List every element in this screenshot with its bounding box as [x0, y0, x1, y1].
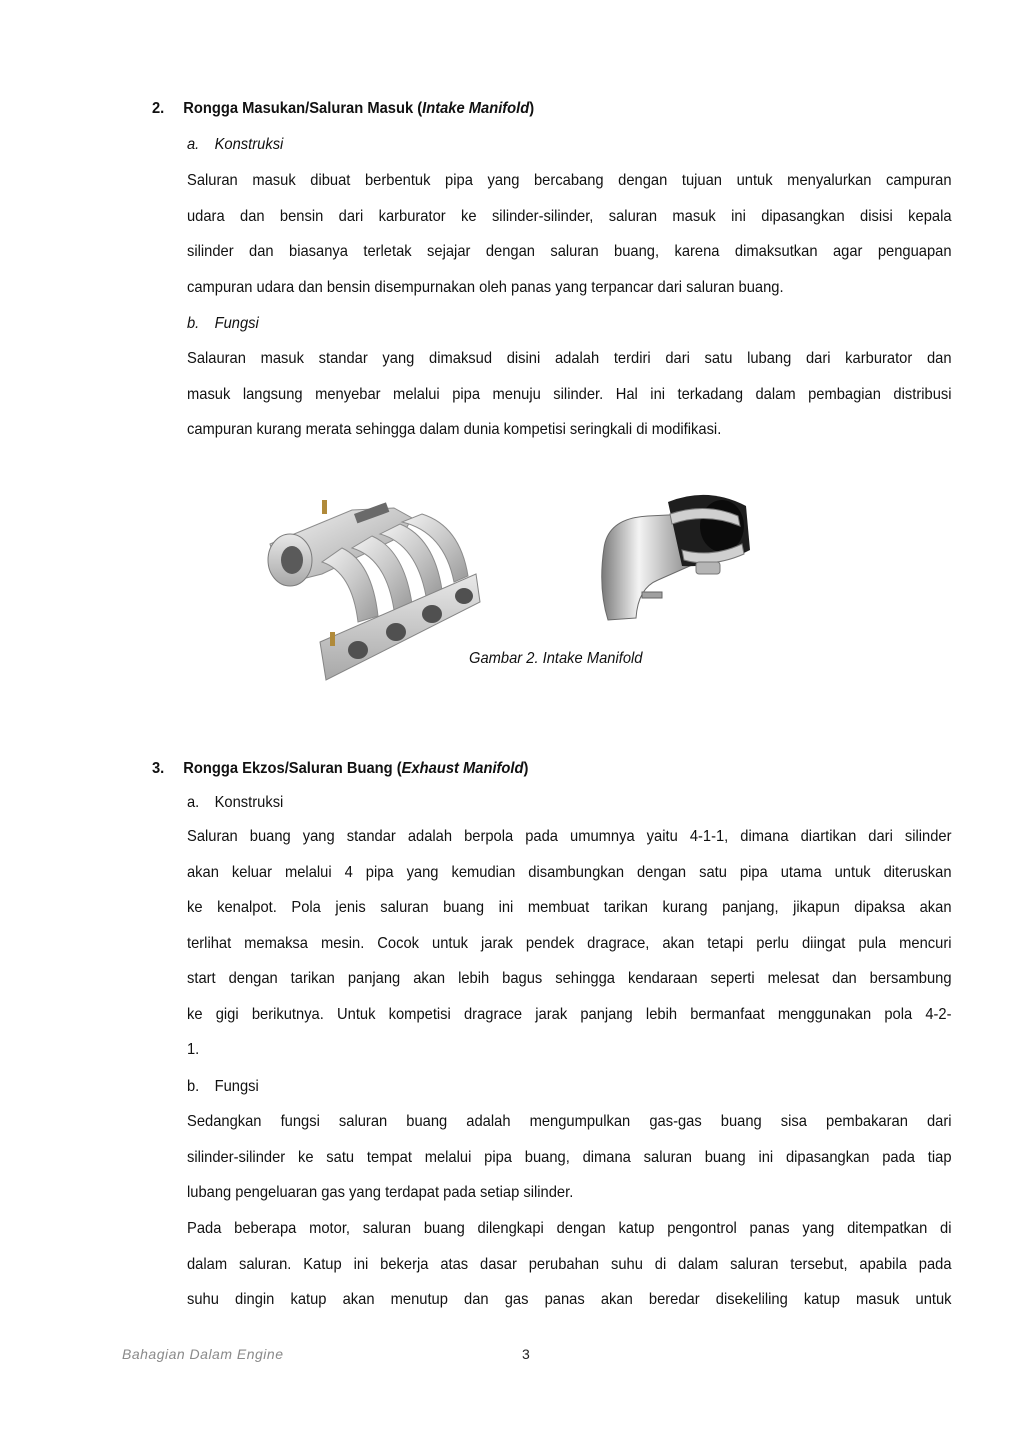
section-3-title-close: )	[523, 760, 529, 777]
paragraph-line: ke gigi berikutnya. Untuk kompetisi dragrace jarak panjang lebih bermanfaat menggunakan pola 4-2-	[187, 1005, 952, 1023]
section-3-title-english: Exhaust Manifold	[401, 760, 524, 777]
section-3-title: Rongga Ekzos/Saluran Buang (	[183, 760, 402, 777]
section-2-title-close: )	[529, 100, 535, 117]
paragraph-line: dalam saluran. Katup ini bekerja atas dasar perubahan suhu di dalam saluran tersebut, apabila pada	[187, 1255, 952, 1273]
paragraph-line: udara dan bensin dari karburator ke silinder-silinder, saluran masuk ini dipasangkan disisi kepala	[187, 207, 952, 225]
section-3a-heading	[187, 792, 283, 814]
paragraph-line: ke kenalpot. Pola jenis saluran buang ini membuat tarikan kurang panjang, jikapun dipaksa akan	[187, 899, 952, 916]
paragraph-line: akan keluar melalui 4 pipa yang kemudian disambungkan dengan satu pipa utama untuk diteruskan	[187, 863, 952, 881]
section-2b-heading	[187, 313, 259, 335]
paragraph-line: silinder-silinder ke satu tempat melalui pipa buang, dimana saluran buang ini dipasangkan pada tiap	[187, 1148, 952, 1166]
section-2-title-english: Intake Manifold	[422, 100, 530, 117]
paragraph-line: campuran kurang merata sehingga dalam dunia kompetisi seringkali di modifikasi.	[187, 421, 722, 438]
section-2b-label: Fungsi	[214, 315, 259, 332]
section-2-number: 2.	[152, 100, 165, 117]
section-3a-label: Konstruksi	[214, 794, 284, 811]
section-3b-letter: b.	[187, 1078, 200, 1095]
section-3-number: 3.	[152, 760, 165, 777]
section-3b-heading	[187, 1076, 259, 1098]
section-2a-letter: a.	[187, 136, 200, 153]
section-3b-paragraph	[187, 1104, 952, 1211]
paragraph-line: start dengan tarikan panjang akan lebih bagus sehingga kendaraan seperti melesat dan bersambung	[187, 970, 952, 987]
section-3-heading	[152, 758, 528, 780]
paragraph-line: masuk langsung menyebar melalui pipa menuju silinder. Hal ini terkadang dalam pembagian distribusi	[187, 385, 952, 403]
footer-document-title: Bahagian Dalam Engine	[122, 1346, 284, 1362]
paragraph-line: silinder dan biasanya terletak sejajar dengan saluran buang, karena dimaksutkan agar penguapan	[187, 243, 952, 260]
section-2a-label: Konstruksi	[214, 136, 284, 153]
paragraph-line: Sedangkan fungsi saluran buang adalah mengumpulkan gas-gas buang sisa pembakaran dari	[187, 1113, 952, 1130]
paragraph-line: campuran udara dan bensin disempurnakan oleh panas yang terpancar dari saluran buang.	[187, 278, 784, 296]
section-3a-paragraph	[187, 819, 952, 1068]
paragraph-line: terlihat memaksa mesin. Cocok untuk jarak pendek dragrace, akan tetapi perlu diingat pula mencuri	[187, 934, 952, 952]
paragraph-line: 1.	[187, 1041, 200, 1058]
paragraph-line: Pada beberapa motor, saluran buang dilengkapi dengan katup pengontrol panas yang ditempatkan di	[187, 1220, 952, 1237]
paragraph-line: Saluran masuk dibuat berbentuk pipa yang bercabang dengan tujuan untuk menyalurkan campuran	[187, 172, 952, 189]
paragraph-line: Salauran masuk standar yang dimaksud disini adalah terdiri dari satu lubang dari karburator dan	[187, 350, 952, 367]
section-3b-paragraph-2	[187, 1211, 952, 1318]
footer-page-number: 3	[522, 1346, 530, 1362]
section-2b-letter: b.	[187, 315, 200, 332]
section-2b-paragraph	[187, 341, 952, 448]
intake-boot-image	[598, 488, 754, 628]
section-2-title: Rongga Masukan/Saluran Masuk (	[183, 100, 423, 117]
section-3a-letter: a.	[187, 794, 200, 811]
intake-manifold-image	[262, 492, 482, 692]
section-2a-paragraph	[187, 163, 952, 305]
paragraph-line: suhu dingin katup akan menutup dan gas panas akan beredar disekeliling katup masuk untuk	[187, 1291, 952, 1308]
section-2-heading	[152, 98, 534, 120]
figure-caption: Gambar 2. Intake Manifold	[469, 650, 643, 667]
paragraph-line: lubang pengeluaran gas yang terdapat pada setiap silinder.	[187, 1184, 574, 1201]
section-3b-label: Fungsi	[214, 1078, 259, 1095]
section-2a-heading	[187, 134, 283, 156]
paragraph-line: Saluran buang yang standar adalah berpola pada umumnya yaitu 4-1-1, dimana diartikan dari silinder	[187, 828, 952, 845]
